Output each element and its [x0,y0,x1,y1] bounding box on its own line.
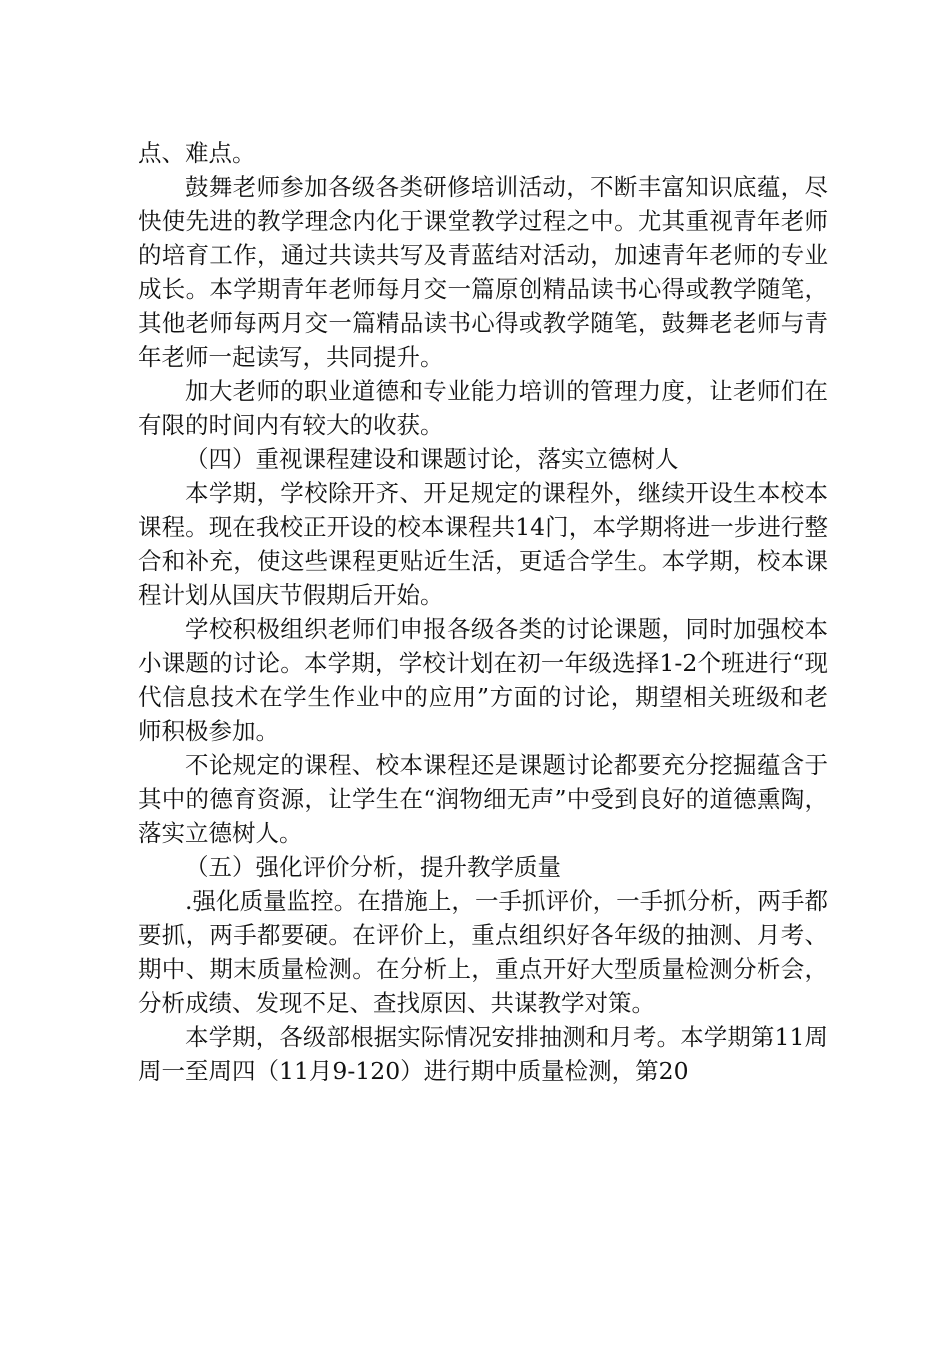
paragraph-teacher-training: 鼓舞老师参加各级各类研修培训活动，不断丰富知识底蕴，尽快使先进的教学理念内化于课堂教学过程之中。尤其重视青年老师的培育工作，通过共读共写及青蓝结对活动，加速青年老师的专业成长。本学期青年老师每月交一篇原创精品读书心得或教学随笔，其他老师每两月交一篇精品读书心得或教学随笔，鼓舞老老师与青年老师一起读写，共同提升。 [138,173,828,371]
document-page [138,136,828,1088]
paragraph-exam-schedule: 本学期，各级部根据实际情况安排抽测和月考。本学期第11周周一至周四（11月9-120）进行期中质量检测，第20 [138,1023,828,1085]
paragraph-professional-ethics: 加大老师的职业道德和专业能力培训的管理力度，让老师们在有限的时间内有较大的收获。 [138,377,828,439]
paragraph-quality-monitoring: .强化质量监控。在措施上，一手抓评价，一手抓分析，两手都要抓，两手都要硬。在评价上，重点组织好各年级的抽测、月考、期中、期末质量检测。在分析上，重点开好大型质量检测分析会，分析成绩、发现不足、查找原因、共谋教学对策。 [138,887,828,1017]
paragraph-continuation: 点、难点。 [138,139,256,167]
paragraph-research-topics: 学校积极组织老师们申报各级各类的讨论课题，同时加强校本小课题的讨论。本学期，学校计划在初一年级选择1-2个班进行“现代信息技术在学生作业中的应用”方面的讨论，期望相关班级和老师积极参加。 [138,615,828,745]
section-heading-4: （四）重视课程建设和课题讨论，落实立德树人 [185,445,679,473]
paragraph-school-courses: 本学期，学校除开齐、开足规定的课程外，继续开设生本校本课程。现在我校正开设的校本课程共14门，本学期将进一步进行整合和补充，使这些课程更贴近生活，更适合学生。本学期，校本课程计划从国庆节假期后开始。 [138,479,828,609]
paragraph-moral-education: 不论规定的课程、校本课程还是课题讨论都要充分挖掘蕴含于其中的德育资源，让学生在“润物细无声”中受到良好的道德熏陶，落实立德树人。 [138,751,828,847]
section-heading-5: （五）强化评价分析，提升教学质量 [185,853,561,881]
